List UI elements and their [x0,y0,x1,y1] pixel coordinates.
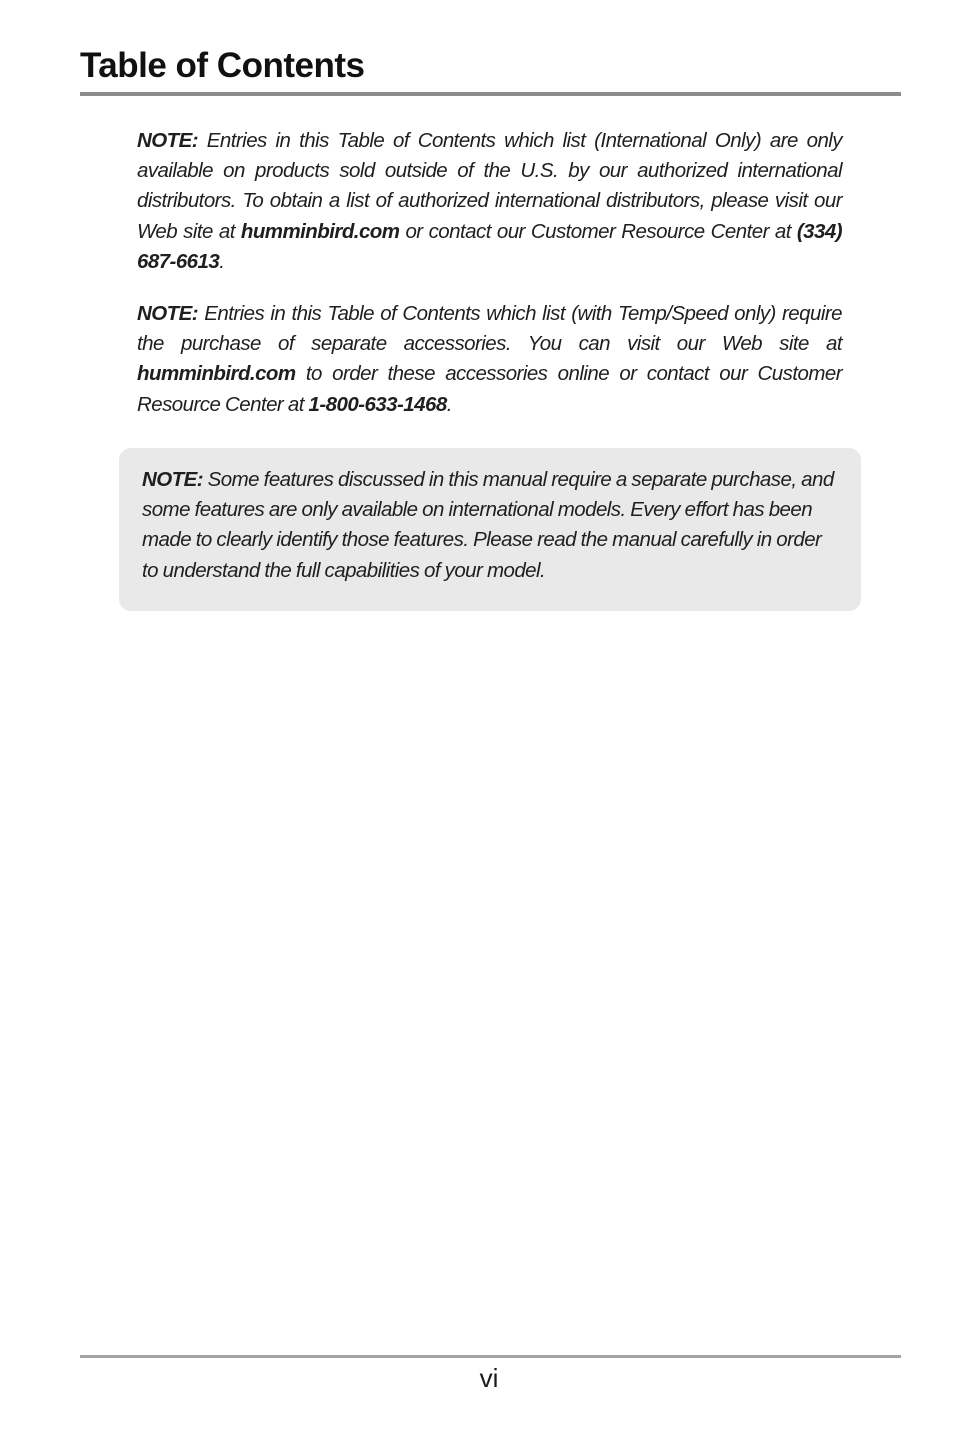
note-text: . [219,249,225,273]
note-temp-speed-only [137,299,842,420]
note-text: to order these accessories online or contact our Customer Resource Center at [137,362,842,416]
page-title: Table of Contents [80,46,365,85]
title-divider [80,92,901,96]
phone-number: (334) 687-6613 [137,219,842,273]
note-label: NOTE: [137,302,199,325]
note-text: . [446,392,452,416]
note-label: NOTE: [142,468,204,491]
footer-divider [80,1355,901,1358]
note-separate-purchase [142,465,838,586]
note-text: Entries in this Table of Contents which list (International Only) are only available on products sold outside of the U.S. by our authorized international distributors. To obtain a list of authorized international distributors, please visit our Web site at [137,129,842,243]
note-label: NOTE: [137,129,199,152]
note-text: Entries in this Table of Contents which list (with Temp/Speed only) require the purchase of separate accessories. You can visit our Web site at [137,302,842,356]
page-number: vi [479,1363,499,1393]
note-text: or contact our Customer Resource Center at [399,219,797,243]
website-link[interactable]: humminbird.com [137,362,296,386]
note-international-only [137,126,842,277]
website-link[interactable]: humminbird.com [240,219,400,243]
phone-number: 1-800-633-1468 [308,392,447,416]
note-text: Some features discussed in this manual require a separate purchase, and some features are only available on international models. Every effort has been made to clearly identify those features. Please read the manual carefully in order to understand the full capabilities of your model. [142,468,834,582]
